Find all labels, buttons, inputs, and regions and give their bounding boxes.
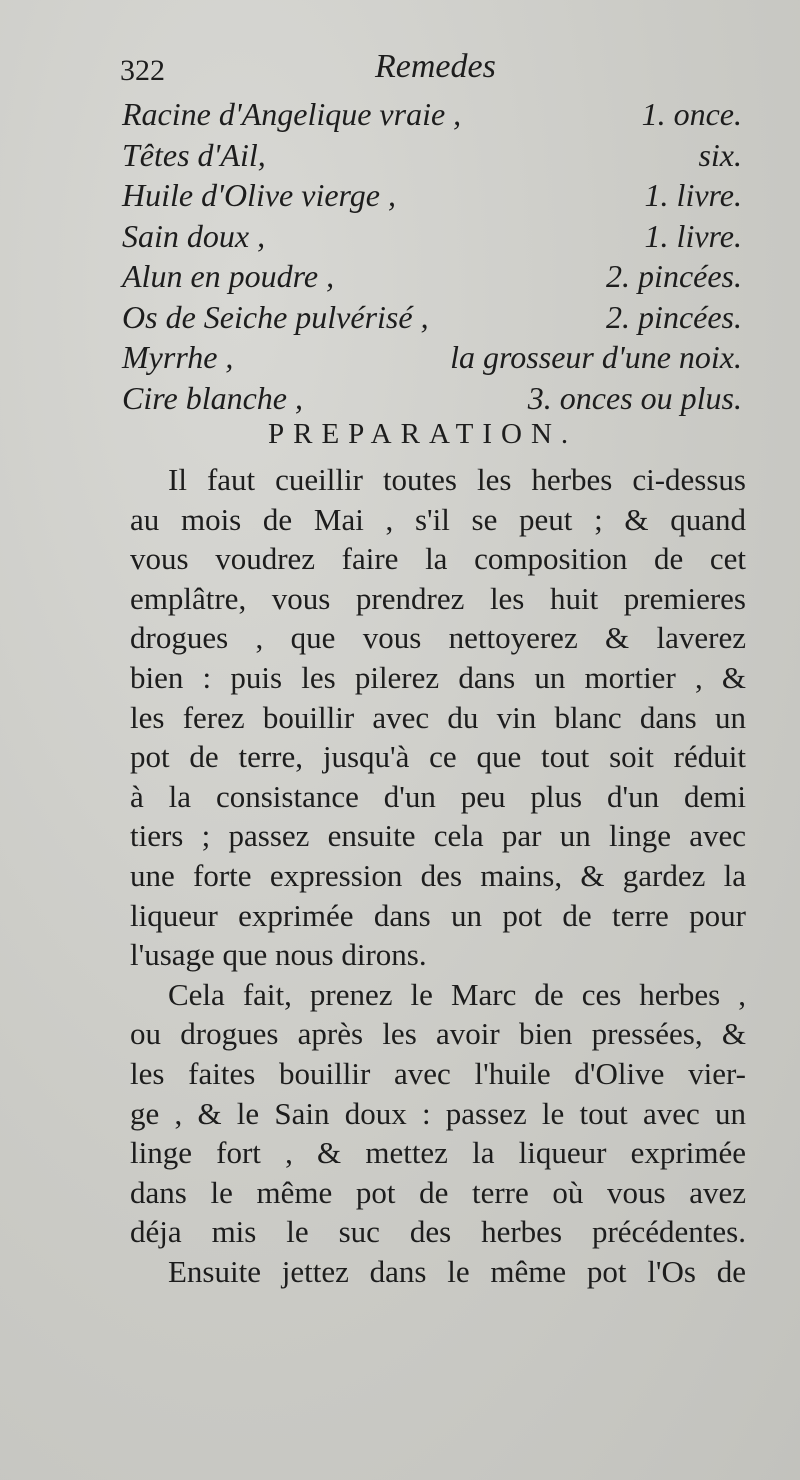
text-line: pot de terre, jusqu'à ce que tout soit réduit <box>130 739 746 775</box>
ingredient-name: Têtes d'Ail, <box>122 136 266 173</box>
ingredient-quantity: 1. once. <box>641 96 742 132</box>
ingredient-quantity: la grosseur d'une noix. <box>450 339 742 375</box>
ingredient-row <box>122 177 742 218</box>
ingredient-name: Alun en poudre , <box>122 258 335 294</box>
text-line: à la consistance d'un peu plus d'un demi <box>130 778 746 814</box>
text-line: au mois de Mai , s'il se peut ; & quand <box>130 501 746 537</box>
ingredient-quantity: 1. livre. <box>644 177 742 213</box>
text-line: bien : puis les pilerez dans un mortier , & <box>130 659 746 695</box>
text-line: Il faut cueillir toutes les herbes ci-dessus <box>168 462 746 497</box>
ingredient-name: Myrrhe , <box>122 339 234 375</box>
text-line: drogues , que vous nettoyerez & laverez <box>130 620 746 656</box>
ingredient-list <box>122 96 742 420</box>
text-line: ge , & le Sain doux : passez le tout avec un <box>130 1095 746 1131</box>
text-line: ou drogues après les avoir bien pressées, & <box>130 1016 746 1052</box>
text-line: les ferez bouillir avec du vin blanc dans un <box>130 699 746 735</box>
ingredient-quantity: six. <box>698 136 742 173</box>
preparation-text <box>130 462 746 1293</box>
text-line: linge fort , & mettez la liqueur exprimée <box>130 1135 746 1171</box>
ingredient-row <box>122 258 742 299</box>
text-line: Ensuite jettez dans le même pot l'Os de <box>168 1253 746 1289</box>
ingredient-row <box>122 380 742 421</box>
ingredient-name: Huile d'Olive vierge , <box>122 177 396 213</box>
ingredient-row <box>122 299 742 340</box>
text-line: l'usage que nous dirons. <box>130 937 427 973</box>
ingredient-name: Racine d'Angelique vraie , <box>122 96 462 132</box>
text-line: Cela fait, prenez le Marc de ces herbes , <box>168 976 746 1012</box>
ingredient-name: Os de Seiche pulvérisé , <box>122 298 429 335</box>
ingredient-row <box>122 339 742 380</box>
ingredient-quantity: 2. pincées. <box>606 298 742 335</box>
text-line: les faites bouillir avec l'huile d'Olive vier- <box>130 1055 746 1091</box>
section-heading: PREPARATION. <box>268 418 578 450</box>
page-header <box>120 48 740 98</box>
text-line: liqueur exprimée dans un pot de terre pour <box>130 897 746 933</box>
ingredient-name: Sain doux , <box>122 217 266 254</box>
ingredient-quantity: 1. livre. <box>644 217 742 254</box>
ingredient-row <box>122 218 742 259</box>
page-number: 322 <box>120 54 165 87</box>
ingredient-quantity: 3. onces ou plus. <box>527 379 742 416</box>
ingredient-quantity: 2. pincées. <box>606 258 742 294</box>
running-head: Remedes <box>375 48 496 85</box>
ingredient-row <box>122 96 742 137</box>
text-line: une forte expression des mains, & gardez la <box>130 857 746 893</box>
ingredient-name: Cire blanche , <box>122 379 303 416</box>
text-line: emplâtre, vous prendrez les huit premieres <box>130 580 746 616</box>
text-line: dans le même pot de terre où vous avez <box>130 1174 746 1210</box>
text-line: vous voudrez faire la composition de cet <box>130 541 746 577</box>
text-line: tiers ; passez ensuite cela par un linge avec <box>130 818 746 854</box>
text-line: déja mis le suc des herbes précédentes. <box>130 1214 746 1250</box>
ingredient-row <box>122 137 742 178</box>
